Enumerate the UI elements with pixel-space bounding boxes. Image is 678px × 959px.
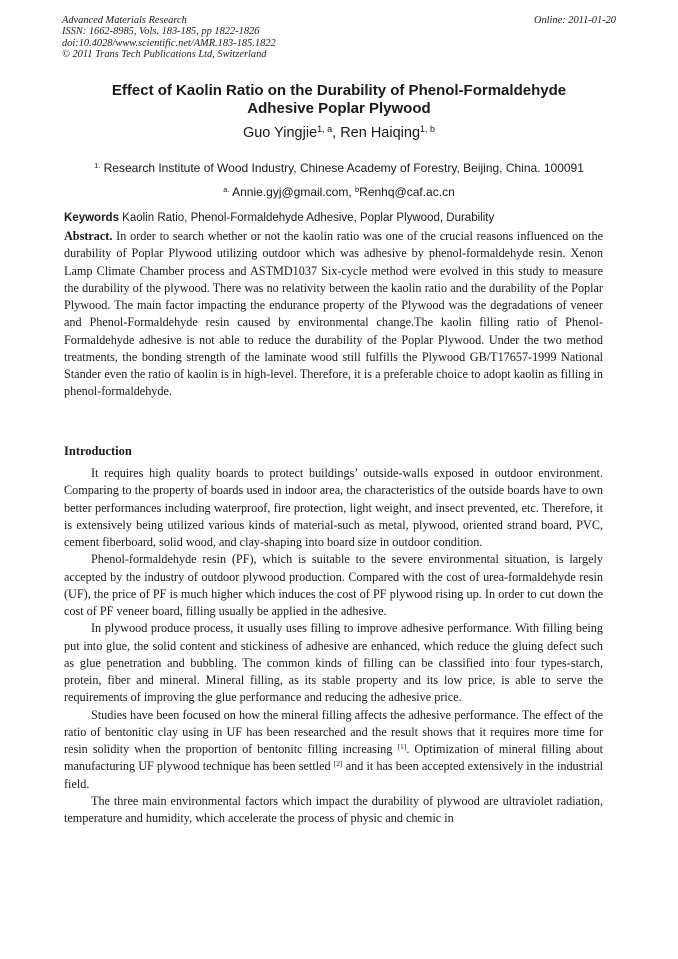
citation-2[interactable]: [2] xyxy=(333,759,343,769)
author-emails xyxy=(62,185,616,200)
doi-line: doi:10.4028/www.scientific.net/AMR.183-185.1822 xyxy=(62,37,276,49)
intro-paragraph-4 xyxy=(64,707,603,793)
copyright-line: © 2011 Trans Tech Publications Ltd, Switzerland xyxy=(62,48,267,60)
author-1: Guo Yingjie xyxy=(242,125,318,141)
intro-paragraph-2: Phenol-formaldehyde resin (PF), which is suitable to the severe environmental situation, is largely accepted by the industry of outdoor plywood production. Compared with the cost of urea-formaldehyde resin (UF), the price of PF is much higher which induces the cost of PF plywood rising up. In order to cut down the cost of PF veneer board, filling usually be applied in the adhesive. xyxy=(64,552,603,618)
paper-title xyxy=(62,82,616,118)
introduction-heading: Introduction xyxy=(64,444,132,458)
author-2-affiliation-mark: 1, b xyxy=(420,124,436,135)
author-separator: , xyxy=(332,125,341,141)
journal-name: Advanced Materials Research xyxy=(62,15,187,26)
email-b[interactable]: Renhq@caf.ac.cn xyxy=(359,185,455,199)
keywords xyxy=(64,211,616,225)
affiliation xyxy=(62,161,616,176)
intro-p4-text-b: . Optimization of mineral filling about manufacturing UF plywood technique has been settled xyxy=(64,742,603,774)
author-1-affiliation-mark: 1, a xyxy=(317,124,333,135)
email-a-mark: a. xyxy=(223,184,230,194)
intro-paragraph-3: In plywood produce process, it usually uses filling to improve adhesive performance. With filling being put into glue, the solid content and stickiness of adhesive are enhanced, which reduce the gluing defect such as glue penetration and bubbling. The common kinds of filling can be classified into four types-starch, protein, fiber and mineral. Mineral filling, as its stable property and its low price, is able to serve the requirements of improving the glue performance and reducing the adhesive price. xyxy=(64,621,603,705)
affiliation-mark: 1. xyxy=(94,160,101,170)
affiliation-text: Research Institute of Wood Industry, Chinese Academy of Forestry, Beijing, China. 100091 xyxy=(103,161,584,175)
title-line-2: Adhesive Poplar Plywood xyxy=(247,100,431,117)
online-date: Online: 2011-01-20 xyxy=(533,15,616,26)
intro-paragraph-5: The three main environmental factors which impact the durability of plywood are ultraviolet radiation, temperature and humidity, which accelerate the process of physic and chemic in xyxy=(64,793,603,825)
issn-line: ISSN: 1662-8985, Vols. 183-185, pp 1822-1826 xyxy=(62,26,260,38)
intro-p4-text-c: and it has been accepted extensively in the industrial field. xyxy=(64,759,603,791)
keywords-text: Kaolin Ratio, Phenol-Formaldehyde Adhesive, Poplar Plywood, Durability xyxy=(118,212,495,224)
author-list xyxy=(62,124,616,142)
email-a[interactable]: Annie.gyj@gmail.com xyxy=(232,185,349,199)
intro-paragraph-1: It requires high quality boards to protect buildings’ outside-walls exposed in outdoor environment. Comparing to the property of boards used in indoor area, the characteristics of the outside boards have to own better performances including waterproof, fire protection, light weight, and insect prevented, etc. Therefore, it is extensively being utilized various kinds of material-such as metal, plywood, oriented strand board, PVC, cement fiberboard, solid wood, and clay-shaping into board size in outdoor condition. xyxy=(64,466,603,549)
email-separator: , xyxy=(348,185,356,199)
introduction-body xyxy=(64,465,603,827)
author-2: Ren Haiqing xyxy=(340,125,421,141)
intro-p4-text-a: Studies have been focused on how the mineral filling affects the adhesive performance. The effect of the ratio of bentonitic clay using in UF has been researched and the result shows that it requires more time for resin solidity when the proportion of bentonitc filling increasing xyxy=(64,707,603,756)
keywords-label: Keywords xyxy=(64,212,119,224)
email-b-mark: b xyxy=(355,184,360,194)
journal-header xyxy=(62,15,616,60)
citation-1[interactable]: [1] xyxy=(397,741,407,751)
abstract-text: In order to search whether or not the kaolin ratio was one of the crucial reasons influenced on the durability of Poplar Plywood utilizing outdoor which was adhesive by phenol-formaldehyde resin. Xenon Lamp Climate Chamber process and ASTMD1037 Six-cycle method were evolved in this study to measure the durability of the plywood. There was no relativity between the kaolin ratio and the durability of the Poplar Plywood. The main factor impacting the endurance property of the Plywood was the degradations of veneer and Phenol-Formaldehyde resin caused by environmental change.The kaolin filling ratio of Phenol-Formaldehyde adhesive is not able to reduce the durability of the Poplar Plywood. Under the two method treatments, the bonding strength of the laminate wood still fulfills the Plywood GB/T17657-1999 National Stander even the ratio of kaolin is in high-level. Therefore, it is a preferable choice to adopt kaolin as filling in phenol-formaldehyde. xyxy=(64,229,603,399)
abstract xyxy=(64,228,603,401)
title-line-1: Effect of Kaolin Ratio on the Durability of Phenol-Formaldehyde xyxy=(111,82,567,99)
abstract-label: Abstract. xyxy=(64,229,113,243)
